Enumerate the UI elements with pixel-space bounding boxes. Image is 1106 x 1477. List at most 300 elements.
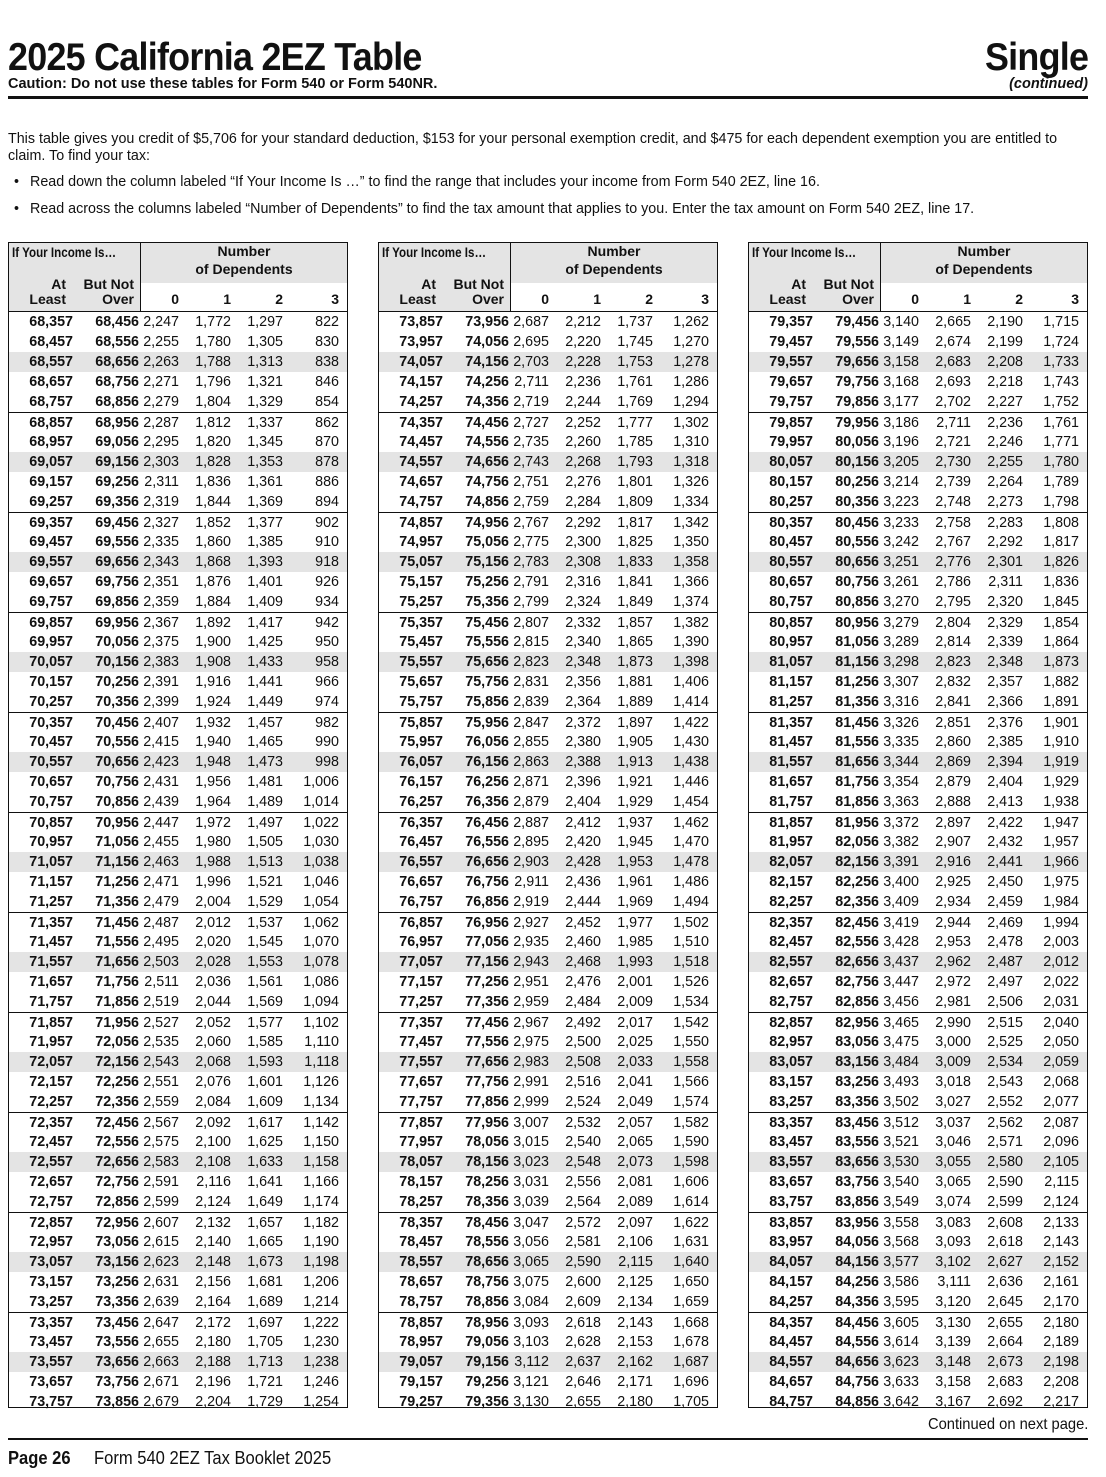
- tax-cell-dep-1: 2,795: [935, 594, 971, 610]
- but-not-over-cell: 81,756: [835, 774, 879, 790]
- but-not-over-cell: 74,356: [465, 394, 509, 410]
- but-not-over-cell: 69,656: [95, 554, 139, 570]
- but-not-over-cell: 78,756: [465, 1274, 509, 1290]
- tax-cell-dep-2: 1,625: [247, 1134, 283, 1150]
- at-least-cell: 82,757: [769, 994, 813, 1010]
- tax-cell-dep-0: 3,233: [883, 515, 919, 531]
- table-row: [9, 792, 347, 812]
- at-least-cell: 71,757: [29, 994, 73, 1010]
- at-least-cell: 75,457: [399, 634, 443, 650]
- but-not-over-cell: 76,356: [465, 794, 509, 810]
- tax-cell-dep-3: 846: [315, 374, 339, 390]
- tax-cell-dep-0: 3,261: [883, 574, 919, 590]
- but-not-over-cell: 73,556: [95, 1334, 139, 1350]
- at-least-cell: 73,457: [29, 1334, 73, 1350]
- but-not-over-cell: 70,556: [95, 734, 139, 750]
- tax-cell-dep-3: 1,158: [303, 1154, 339, 1170]
- tax-cell-dep-1: 2,436: [565, 874, 601, 890]
- tax-cell-dep-0: 2,631: [143, 1274, 179, 1290]
- tax-cell-dep-0: 2,991: [513, 1074, 549, 1090]
- tax-cell-dep-1: 2,500: [565, 1034, 601, 1050]
- tax-cell-dep-3: 822: [315, 314, 339, 330]
- at-least-cell: 69,657: [29, 574, 73, 590]
- but-not-over-cell: 69,256: [95, 474, 139, 490]
- at-least-cell: 79,357: [769, 314, 813, 330]
- page-footer: [8, 1438, 1088, 1468]
- tax-cell-dep-2: 2,683: [987, 1374, 1023, 1390]
- tax-cell-dep-0: 3,465: [883, 1015, 919, 1031]
- table-row: [379, 1312, 717, 1332]
- table-row: [379, 532, 717, 552]
- tax-cell-dep-1: 2,962: [935, 954, 971, 970]
- at-least-cell: 79,157: [399, 1374, 443, 1390]
- but-not-over-cell: 75,056: [465, 534, 509, 550]
- tax-cell-dep-2: 2,339: [987, 634, 1023, 650]
- tax-cell-dep-3: 830: [315, 334, 339, 350]
- table-row: [379, 392, 717, 412]
- but-not-over-cell: 78,456: [465, 1215, 509, 1231]
- tax-cell-dep-1: 2,990: [935, 1015, 971, 1031]
- tax-cell-dep-1: 2,934: [935, 894, 971, 910]
- at-least-cell: 80,357: [769, 515, 813, 531]
- tax-cell-dep-0: 2,975: [513, 1034, 549, 1050]
- tax-cell-dep-1: 2,316: [565, 574, 601, 590]
- tax-cell-dep-2: 2,041: [617, 1074, 653, 1090]
- tax-cell-dep-1: 2,372: [565, 715, 601, 731]
- tax-cell-dep-1: 2,396: [565, 774, 601, 790]
- tax-cell-dep-0: 2,455: [143, 834, 179, 850]
- tax-cell-dep-3: 1,817: [1043, 534, 1079, 550]
- table-row: [9, 1092, 347, 1112]
- tax-cell-dep-1: 2,340: [565, 634, 601, 650]
- tax-cell-dep-1: 3,167: [935, 1394, 971, 1410]
- table-row: [9, 692, 347, 712]
- tax-cell-dep-0: 2,895: [513, 834, 549, 850]
- but-not-over-cell: 81,656: [835, 754, 879, 770]
- tax-cell-dep-2: 1,449: [247, 694, 283, 710]
- tax-cell-dep-1: 3,055: [935, 1154, 971, 1170]
- tax-cell-dep-2: 2,357: [987, 674, 1023, 690]
- table-row: [379, 1072, 717, 1092]
- tax-cell-dep-2: 1,809: [617, 494, 653, 510]
- tax-cell-dep-1: 2,925: [935, 874, 971, 890]
- but-not-over-cell: 75,656: [465, 654, 509, 670]
- at-least-cell: 78,557: [399, 1254, 443, 1270]
- tax-cell-dep-0: 2,695: [513, 334, 549, 350]
- tax-cell-dep-2: 1,641: [247, 1174, 283, 1190]
- tax-cell-dep-3: 2,040: [1043, 1015, 1079, 1031]
- tax-cell-dep-1: 2,092: [195, 1115, 231, 1131]
- but-not-over-cell: 82,656: [835, 954, 879, 970]
- tax-cell-dep-1: 2,204: [195, 1394, 231, 1410]
- tax-cell-dep-0: 3,484: [883, 1054, 919, 1070]
- tax-cell-dep-1: 3,130: [935, 1315, 971, 1331]
- but-not-over-cell: 68,756: [95, 374, 139, 390]
- tax-cell-dep-3: 1,094: [303, 994, 339, 1010]
- tax-cell-dep-2: 2,065: [617, 1134, 653, 1150]
- at-least-cell: 73,257: [29, 1294, 73, 1310]
- tax-cell-dep-0: 2,703: [513, 354, 549, 370]
- tax-cell-dep-2: 1,721: [247, 1374, 283, 1390]
- but-not-over-cell: 70,056: [95, 634, 139, 650]
- tax-cell-dep-3: 950: [315, 634, 339, 650]
- tax-cell-dep-0: 2,415: [143, 734, 179, 750]
- intro-text: This table gives you credit of $5,706 for your standard deduction, $153 for your personal exemption credit, and $475 for each dependent exemption you are entitled to claim. To find your tax:: [8, 131, 1058, 164]
- tax-cell-dep-1: 1,924: [195, 694, 231, 710]
- tax-cell-dep-3: 1,780: [1043, 454, 1079, 470]
- table-row: [9, 812, 347, 832]
- table-row: [749, 752, 1087, 772]
- tax-cell-dep-3: 1,350: [673, 534, 709, 550]
- tax-cell-dep-1: 2,132: [195, 1215, 231, 1231]
- table-row: [749, 1012, 1087, 1032]
- but-not-over-cell: 72,256: [95, 1074, 139, 1090]
- tax-cell-dep-1: 2,172: [195, 1315, 231, 1331]
- at-least-cell: 76,457: [399, 834, 443, 850]
- tax-cell-dep-0: 3,316: [883, 694, 919, 710]
- tax-cell-dep-1: 2,308: [565, 554, 601, 570]
- at-least-cell: 75,057: [399, 554, 443, 570]
- tax-cell-dep-0: 3,493: [883, 1074, 919, 1090]
- tax-cell-dep-2: 1,577: [247, 1015, 283, 1031]
- at-least-cell: 79,057: [399, 1354, 443, 1370]
- tax-cell-dep-2: 1,489: [247, 794, 283, 810]
- table-row: [379, 1332, 717, 1352]
- tax-cell-dep-0: 3,475: [883, 1034, 919, 1050]
- but-not-over-cell: 74,056: [465, 334, 509, 350]
- tax-cell-dep-1: 2,748: [935, 494, 971, 510]
- tax-cell-dep-3: 2,161: [1043, 1274, 1079, 1290]
- tax-cell-dep-0: 3,372: [883, 815, 919, 831]
- table-row: [9, 632, 347, 652]
- but-not-over-cell: 82,256: [835, 874, 879, 890]
- at-least-cell: 83,457: [769, 1134, 813, 1150]
- but-not-over-cell: 83,256: [835, 1074, 879, 1090]
- at-least-cell: 84,157: [769, 1274, 813, 1290]
- tax-cell-dep-3: 1,326: [673, 474, 709, 490]
- at-least-cell: 77,357: [399, 1015, 443, 1031]
- at-least-cell: 70,257: [29, 694, 73, 710]
- table-row: [749, 352, 1087, 372]
- income-label: If Your Income Is…: [382, 245, 487, 260]
- tax-cell-dep-0: 3,047: [513, 1215, 549, 1231]
- tax-cell-dep-1: 1,828: [195, 454, 231, 470]
- table-row: [749, 972, 1087, 992]
- at-least-cell: 71,857: [29, 1015, 73, 1031]
- tax-cell-dep-2: 2,441: [987, 854, 1023, 870]
- at-least-cell: 80,657: [769, 574, 813, 590]
- table-row: [379, 652, 717, 672]
- but-not-over-cell: 83,856: [835, 1194, 879, 1210]
- tax-cell-dep-0: 3,512: [883, 1115, 919, 1131]
- tax-cell-dep-3: 1,826: [1043, 554, 1079, 570]
- table-row: [749, 312, 1087, 332]
- tax-cell-dep-1: 2,532: [565, 1115, 601, 1131]
- tax-cell-dep-2: 1,457: [247, 715, 283, 731]
- tax-cell-dep-3: 1,733: [1043, 354, 1079, 370]
- tax-cell-dep-1: 3,148: [935, 1354, 971, 1370]
- but-not-over-cell: 84,056: [835, 1234, 879, 1250]
- but-not-over-cell: 75,156: [465, 554, 509, 570]
- tax-cell-dep-2: 1,569: [247, 994, 283, 1010]
- tax-cell-dep-2: 1,593: [247, 1054, 283, 1070]
- tax-cell-dep-1: 2,786: [935, 574, 971, 590]
- tax-cell-dep-3: 1,414: [673, 694, 709, 710]
- tax-cell-dep-0: 3,419: [883, 915, 919, 931]
- tax-cell-dep-1: 3,027: [935, 1094, 971, 1110]
- tax-cell-dep-2: 2,017: [617, 1015, 653, 1031]
- tax-cell-dep-1: 2,869: [935, 754, 971, 770]
- tax-cell-dep-0: 3,549: [883, 1194, 919, 1210]
- table-row: [9, 312, 347, 332]
- tax-cell-dep-2: 2,115: [618, 1254, 653, 1270]
- tax-cell-dep-0: 3,456: [883, 994, 919, 1010]
- table-row: [9, 452, 347, 472]
- table-row: [379, 472, 717, 492]
- at-least-cell: 73,857: [399, 314, 443, 330]
- tax-cell-dep-0: 2,303: [143, 454, 179, 470]
- at-least-cell: 77,557: [399, 1054, 443, 1070]
- at-least-cell: 78,257: [399, 1194, 443, 1210]
- tax-cell-dep-0: 2,311: [144, 474, 179, 490]
- tax-cell-dep-2: 1,585: [247, 1034, 283, 1050]
- income-label: If Your Income Is…: [12, 245, 117, 260]
- but-not-over-cell: 75,556: [465, 634, 509, 650]
- tax-cell-dep-2: 1,385: [247, 534, 283, 550]
- at-least-cell: 77,457: [399, 1034, 443, 1050]
- tax-cell-dep-0: 2,263: [143, 354, 179, 370]
- table-row: [379, 832, 717, 852]
- tax-cell-dep-3: 2,003: [1043, 934, 1079, 950]
- tax-cell-dep-2: 1,321: [247, 374, 283, 390]
- booklet-name: Form 540 2EZ Tax Booklet 2025: [94, 1448, 332, 1468]
- tax-cell-dep-3: 1,366: [673, 574, 709, 590]
- table-row: [749, 792, 1087, 812]
- tax-cell-dep-0: 2,447: [143, 815, 179, 831]
- tax-cell-dep-1: 2,476: [565, 974, 601, 990]
- tax-cell-dep-1: 2,068: [195, 1054, 231, 1070]
- but-not-over-cell: 80,556: [835, 534, 879, 550]
- table-row: [9, 712, 347, 732]
- tax-table-2: [378, 242, 718, 1408]
- tax-cell-dep-3: 2,170: [1043, 1294, 1079, 1310]
- tax-cell-dep-0: 2,599: [143, 1194, 179, 1210]
- tax-cell-dep-3: 1,030: [303, 834, 339, 850]
- but-not-over-cell: 82,156: [835, 854, 879, 870]
- tax-cell-dep-0: 2,335: [143, 534, 179, 550]
- at-least-cell: 78,857: [399, 1315, 443, 1331]
- table-row: [379, 492, 717, 512]
- dependents-2-header: 2: [1015, 291, 1023, 307]
- tax-cell-dep-0: 2,775: [513, 534, 549, 550]
- tax-cell-dep-2: 1,889: [617, 694, 653, 710]
- of-dependents-label: of Dependents: [195, 261, 293, 277]
- tax-cell-dep-1: 2,212: [565, 314, 601, 330]
- at-least-cell: 79,757: [769, 394, 813, 410]
- but-not-over-cell: 71,656: [95, 954, 139, 970]
- table-row: [749, 1172, 1087, 1192]
- tax-cell-dep-2: 1,409: [247, 594, 283, 610]
- tax-cell-dep-1: 2,702: [935, 394, 971, 410]
- tax-cell-dep-2: 2,618: [987, 1234, 1023, 1250]
- tax-cell-dep-3: 2,124: [1043, 1194, 1079, 1210]
- tax-cell-dep-3: 2,068: [1043, 1074, 1079, 1090]
- tax-cell-dep-0: 2,983: [513, 1054, 549, 1070]
- tax-cell-dep-2: 1,873: [617, 654, 653, 670]
- tax-cell-dep-3: 1,142: [303, 1115, 339, 1131]
- tax-cell-dep-1: 2,300: [565, 534, 601, 550]
- tax-cell-dep-0: 2,911: [514, 874, 549, 890]
- tax-cell-dep-2: 1,633: [247, 1154, 283, 1170]
- table-row: [379, 952, 717, 972]
- tax-cell-dep-0: 2,903: [513, 854, 549, 870]
- but-not-over-cell: 69,456: [95, 515, 139, 531]
- tax-cell-dep-3: 1,054: [303, 894, 339, 910]
- but-not-over-cell: 78,656: [465, 1254, 509, 1270]
- tax-cell-dep-2: 1,697: [247, 1315, 283, 1331]
- tax-cell-dep-3: 990: [315, 734, 339, 750]
- tax-cell-dep-2: 2,432: [987, 834, 1023, 850]
- tax-cell-dep-1: 2,108: [195, 1154, 231, 1170]
- table-row: [749, 852, 1087, 872]
- at-least-cell: 75,257: [399, 594, 443, 610]
- but-not-over-cell: 80,456: [835, 515, 879, 531]
- tax-cell-dep-1: 3,158: [935, 1374, 971, 1390]
- table-row: [749, 532, 1087, 552]
- tax-cell-dep-3: 1,715: [1043, 314, 1079, 330]
- tax-cell-dep-2: 1,657: [247, 1215, 283, 1231]
- tax-cell-dep-2: 2,283: [987, 515, 1023, 531]
- tax-cell-dep-0: 3,568: [883, 1234, 919, 1250]
- at-least-cell: 79,857: [769, 415, 813, 431]
- table-row: [9, 392, 347, 412]
- table-row: [379, 812, 717, 832]
- table-row: [749, 992, 1087, 1012]
- tax-cell-dep-1: 2,804: [935, 615, 971, 631]
- tax-cell-dep-1: 2,412: [565, 815, 601, 831]
- but-not-over-cell: 69,756: [95, 574, 139, 590]
- at-least-cell: 70,757: [29, 794, 73, 810]
- tax-cell-dep-2: 1,857: [617, 615, 653, 631]
- table-row: [749, 392, 1087, 412]
- tax-cell-dep-2: 2,608: [987, 1215, 1023, 1231]
- but-not-over-cell: 69,356: [95, 494, 139, 510]
- but-not-over-cell: 71,456: [95, 915, 139, 931]
- tax-cell-dep-2: 2,001: [617, 974, 653, 990]
- but-not-over-cell: 79,856: [835, 394, 879, 410]
- tax-cell-dep-0: 2,327: [143, 515, 179, 531]
- tax-cell-dep-0: 2,343: [143, 554, 179, 570]
- tax-cell-dep-0: 2,791: [513, 574, 549, 590]
- at-least-cell: 72,857: [29, 1215, 73, 1231]
- but-not-over-cell: 71,756: [95, 974, 139, 990]
- but-not-over-cell: 77,156: [465, 954, 509, 970]
- tax-cell-dep-2: 2,227: [987, 394, 1023, 410]
- but-not-over-cell: 73,856: [95, 1394, 139, 1410]
- tax-cell-dep-2: 2,134: [617, 1294, 653, 1310]
- table-header: [379, 243, 717, 312]
- tax-cell-dep-0: 2,647: [143, 1315, 179, 1331]
- table-row: [9, 1012, 347, 1032]
- tax-cell-dep-0: 2,951: [513, 974, 549, 990]
- but-not-over-cell: 75,356: [465, 594, 509, 610]
- table-row: [749, 952, 1087, 972]
- but-not-over-cell: 80,956: [835, 615, 879, 631]
- at-least-cell: 80,257: [769, 494, 813, 510]
- instruction-bullet-1: • Read down the column labeled “If Your Income Is …” to find the range that includes your income from Form 540 2EZ, line 16.: [14, 174, 820, 190]
- table-row: [379, 1052, 717, 1072]
- tax-cell-dep-0: 3,558: [883, 1215, 919, 1231]
- tax-cell-dep-2: 2,376: [987, 715, 1023, 731]
- at-least-cell: 81,057: [769, 654, 813, 670]
- tax-cell-dep-0: 3,447: [883, 974, 919, 990]
- tax-cell-dep-1: 2,020: [195, 934, 231, 950]
- tax-cell-dep-0: 2,479: [143, 894, 179, 910]
- table-row: [749, 372, 1087, 392]
- at-least-cell: 71,557: [29, 954, 73, 970]
- at-least-cell: 68,757: [29, 394, 73, 410]
- table-row: [749, 1072, 1087, 1092]
- but-not-over-cell: 75,856: [465, 694, 509, 710]
- table-row: [9, 552, 347, 572]
- at-least-cell: 74,557: [399, 454, 443, 470]
- but-not-over-cell: 70,656: [95, 754, 139, 770]
- dependents-1-header: 1: [223, 291, 231, 307]
- but-not-over-cell: 74,656: [465, 454, 509, 470]
- tax-cell-dep-3: 1,891: [1043, 694, 1079, 710]
- but-not-over-cell: 81,556: [835, 734, 879, 750]
- table-row: [749, 1212, 1087, 1232]
- but-not-over-cell: 83,756: [835, 1174, 879, 1190]
- but-not-over-cell: 71,556: [95, 934, 139, 950]
- table-row: [9, 732, 347, 752]
- tax-cell-dep-3: 2,152: [1043, 1254, 1079, 1270]
- tax-cell-dep-0: 3,586: [883, 1274, 919, 1290]
- tax-cell-dep-2: 2,366: [987, 694, 1023, 710]
- tax-cell-dep-0: 3,298: [883, 654, 919, 670]
- tax-cell-dep-2: 2,033: [617, 1054, 653, 1070]
- table-row: [9, 372, 347, 392]
- at-least-cell: 72,657: [29, 1174, 73, 1190]
- table-rows: [749, 312, 1087, 1412]
- tax-cell-dep-0: 3,363: [883, 794, 919, 810]
- but-not-over-cell: 83,956: [835, 1215, 879, 1231]
- tax-cell-dep-2: 1,361: [247, 474, 283, 490]
- table-row: [9, 952, 347, 972]
- but-not-over-cell: 71,856: [95, 994, 139, 1010]
- tax-cell-dep-1: 2,581: [565, 1234, 601, 1250]
- tax-cell-dep-3: 1,318: [673, 454, 709, 470]
- table-row: [9, 1232, 347, 1252]
- but-not-over-cell: 73,456: [95, 1315, 139, 1331]
- tax-cell-dep-3: 1,206: [303, 1274, 339, 1290]
- table-row: [749, 932, 1087, 952]
- tax-cell-dep-2: 1,969: [617, 894, 653, 910]
- tax-cell-dep-2: 1,865: [617, 634, 653, 650]
- at-least-cell: 72,257: [29, 1094, 73, 1110]
- tax-cell-dep-2: 2,153: [617, 1334, 653, 1350]
- at-least-cell: 76,057: [399, 754, 443, 770]
- at-least-cell: 74,757: [399, 494, 443, 510]
- tax-cell-dep-0: 2,719: [513, 394, 549, 410]
- tax-cell-dep-1: 2,646: [565, 1374, 601, 1390]
- tax-cell-dep-3: 934: [315, 594, 339, 610]
- table-row: [379, 912, 717, 932]
- tax-cell-dep-0: 2,671: [143, 1374, 179, 1390]
- but-not-over-cell: 74,456: [465, 415, 509, 431]
- but-not-over-cell: 84,856: [835, 1394, 879, 1410]
- tax-cell-dep-2: 1,561: [247, 974, 283, 990]
